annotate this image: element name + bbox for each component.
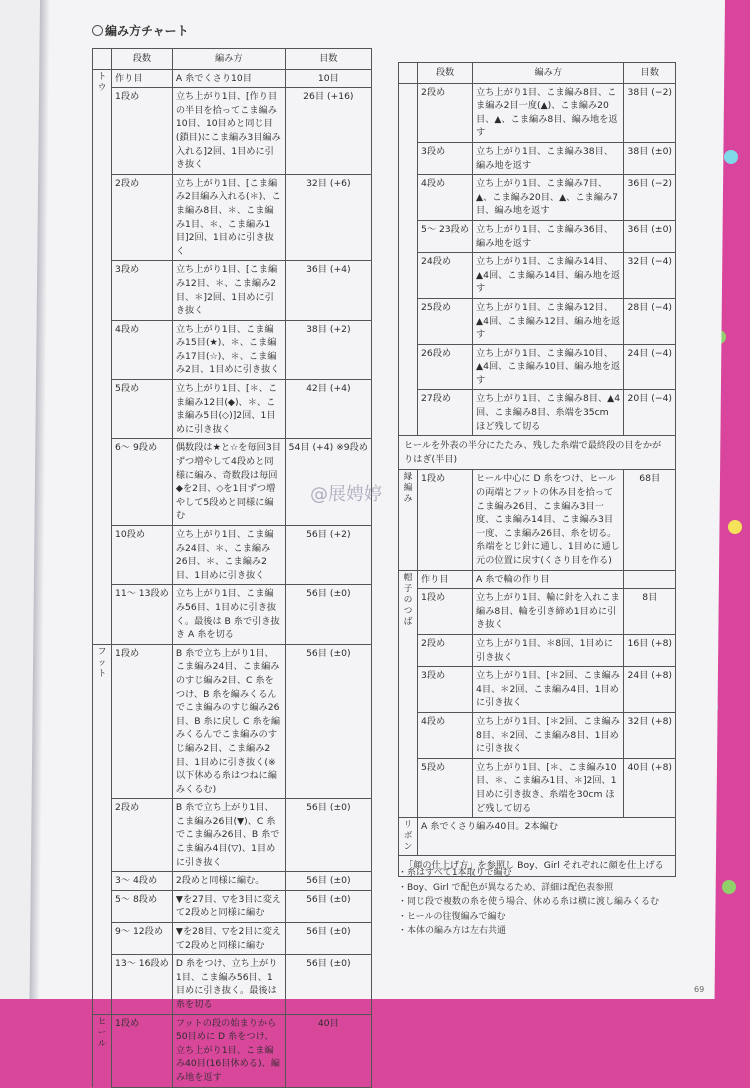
row-stitch-count: 42目 (+4) [285, 380, 371, 439]
row-stitch-count: 16目 (+8) [624, 634, 676, 666]
table-row [399, 667, 676, 713]
row-step: 4段め [112, 320, 173, 379]
row-stitch-count: 10目 [285, 69, 371, 88]
row-instructions: 立ち上がり1目、こま編み12目、▲4回、こま編み12目、編み地を返す [473, 298, 624, 344]
row-step: 3段め [418, 142, 473, 174]
table-row [399, 570, 676, 589]
row-step: 5～ 23段め [418, 220, 473, 252]
header-rows: 段数 [112, 49, 173, 70]
ribbon-instructions: A 糸でくさり編み40目。2本編む [418, 818, 676, 856]
table-row [93, 174, 372, 261]
row-stitch-count: 54目 (+4) ※9段め [285, 439, 371, 526]
table-row [399, 436, 676, 470]
table-row [93, 69, 372, 88]
row-stitch-count: 56目 (±0) [285, 872, 371, 891]
row-instructions: 偶数段は★と☆を毎回3目ずつ増やして4段めと同様に編み、奇数段は毎回◆を2目、◇を1目ずつ増やして5段めと同様に編む [172, 439, 285, 526]
table-row [399, 634, 676, 666]
row-stitch-count: 68目 [624, 470, 676, 570]
fabric-dot [724, 150, 738, 164]
row-step: 6～ 9段め [112, 439, 173, 526]
header-count: 目数 [285, 49, 371, 70]
table-header-row [93, 49, 372, 70]
circle-bullet-icon [92, 25, 103, 36]
row-step: 26段め [418, 344, 473, 390]
row-step: 1段め [112, 88, 173, 175]
row-step: 25段め [418, 298, 473, 344]
row-instructions: A 糸で輪の作り目 [473, 570, 624, 589]
row-step: 1段め [112, 1014, 173, 1087]
notes-list [398, 866, 659, 939]
section-label: トウ [93, 69, 112, 644]
row-instructions: 立ち上がり1目、[作り目の半目を拾ってこま編み10目、10目めと同じ目(鎖目)にこま編み3目編み入れる]2回、1目めに引き抜く [172, 88, 285, 175]
row-step: 11～ 13段め [112, 585, 173, 644]
row-stitch-count: 32目 (+6) [285, 174, 371, 261]
row-stitch-count: 24目 (−4) [624, 344, 676, 390]
row-stitch-count: 32目 (−4) [624, 253, 676, 299]
row-step: 4段め [418, 175, 473, 221]
row-instructions: 立ち上がり1目、こま編み14目、▲4回、こま編み14目、編み地を返す [473, 253, 624, 299]
row-stitch-count: 26目 (+16) [285, 88, 371, 175]
section-label: 縁編み [399, 470, 418, 570]
row-step: 2段め [112, 174, 173, 261]
table-row [399, 390, 676, 436]
row-stitch-count: 56目 (+2) [285, 526, 371, 585]
row-instructions: フットの段の始まりから50目めに D 糸をつけ、立ち上がり1目、こま編み40目(16目休める)、編み地を返す [172, 1014, 285, 1087]
row-step: 13～ 16段め [112, 955, 173, 1014]
row-stitch-count: 56目 (±0) [285, 644, 371, 799]
row-stitch-count: 36目 (±0) [624, 220, 676, 252]
row-instructions: 立ち上がり1目、こま編み8目、▲4回、こま編み8目、糸端を35cm ほど残して切る [473, 390, 624, 436]
row-instructions: 立ち上がり1目、こま編み15目(★)、＊、こま編み17目(☆)、＊、こま編み2目、1目めに引き抜く [172, 320, 285, 379]
table-row [399, 589, 676, 635]
table-row [399, 175, 676, 221]
note-item: ・糸はすべて1本取りで編む [398, 868, 512, 878]
row-instructions: 立ち上がり1目、こま編み36目、編み地を返す [473, 220, 624, 252]
header-count: 目数 [624, 63, 676, 84]
row-step: 1段め [112, 644, 173, 799]
note-item: ・ヒールの往復編みで編む [398, 911, 506, 922]
table-header-row [399, 63, 676, 84]
row-instructions: 立ち上がり1目、こま編み10目、▲4回、こま編み10目、編み地を返す [473, 344, 624, 390]
row-stitch-count: 32目 (+8) [624, 712, 676, 758]
section-label: ヒール [93, 1014, 112, 1087]
row-stitch-count: 56目 (±0) [285, 923, 371, 955]
table-row [399, 344, 676, 390]
row-stitch-count: 20目 (−4) [624, 390, 676, 436]
row-instructions: 立ち上がり1目、[＊2回、こま編み4目、＊2回、こま編み4目、1目めに引き抜く [473, 667, 624, 713]
row-stitch-count: 38目 (+2) [285, 320, 371, 379]
row-instructions: 立ち上がり1目、[＊2回、こま編み8目、＊2回、こま編み8目、1目めに引き抜く [473, 712, 624, 758]
row-step: 24段め [418, 253, 473, 299]
row-instructions: 立ち上がり1目、こま編み56目、1目めに引き抜く。最後は B 糸で引き抜き A 糸を切る [172, 585, 285, 644]
row-step: 2段め [418, 634, 473, 666]
row-stitch-count: 28目 (−4) [624, 298, 676, 344]
table-row [399, 253, 676, 299]
section-label [399, 83, 418, 436]
row-stitch-count: 38目 (−2) [624, 83, 676, 142]
table-row [93, 872, 372, 891]
table-row [93, 585, 372, 644]
row-stitch-count: 40目 (+8) [624, 758, 676, 817]
section-label: フット [93, 644, 112, 1014]
row-instructions: 立ち上がり1目、＊8回、1目めに引き抜く [473, 634, 624, 666]
row-instructions: 立ち上がり1目、こま編み8目、こま編み2目一度(▲)、こま編み20目、▲、こま編み8目、編み地を返す [473, 83, 624, 142]
row-instructions: ▼を27目、▽を3目に変えて2段めと同様に編む [172, 890, 285, 922]
row-instructions: D 糸をつけ、立ち上がり1目、こま編み56目、1目めに引き抜く。最後は糸を切る [172, 955, 285, 1014]
table-row [399, 470, 676, 570]
table-row [93, 644, 372, 799]
row-instructions: 立ち上がり1目、こま編み38目、編み地を返す [473, 142, 624, 174]
row-step: 9～ 12段め [112, 923, 173, 955]
table-row [93, 890, 372, 922]
section-label: リボン [399, 818, 418, 856]
row-instructions: 立ち上がり1目、こま編み7目、▲、こま編み20目、▲、こま編み7目、編み地を返す [473, 175, 624, 221]
row-stitch-count: 36目 (−2) [624, 175, 676, 221]
row-instructions: 立ち上がり1目、[こま編み12目、＊、こま編み2目、＊]2回、1目めに引き抜く [172, 261, 285, 320]
row-stitch-count: 40目 [285, 1014, 371, 1087]
table-row [93, 799, 372, 872]
row-stitch-count: 38目 (±0) [624, 142, 676, 174]
row-instructions: 立ち上がり1目、こま編み24目、＊、こま編み26目、＊、こま編み2目、1目めに引き抜く [172, 526, 285, 585]
table-row [399, 220, 676, 252]
header-method: 編み方 [473, 63, 624, 84]
table-row [399, 712, 676, 758]
row-step: 10段め [112, 526, 173, 585]
row-stitch-count: 8目 [624, 589, 676, 635]
page-title: 編み方チャート [92, 22, 189, 39]
table-row [93, 923, 372, 955]
row-step: 1段め [418, 589, 473, 635]
table-row [93, 320, 372, 379]
table-row [399, 298, 676, 344]
row-instructions: 立ち上がり1目、[こま編み2目編み入れる(＊)、こま編み8目、＊、こま編み1目、＊、こま編み1目]2回、1目めに引き抜く [172, 174, 285, 261]
row-step: 2段め [418, 83, 473, 142]
table-row [93, 380, 372, 439]
row-stitch-count: 56目 (±0) [285, 799, 371, 872]
table-row [93, 955, 372, 1014]
row-stitch-count [624, 570, 676, 589]
row-step: 27段め [418, 390, 473, 436]
table-row [399, 142, 676, 174]
table-row [399, 758, 676, 817]
table-row [93, 1014, 372, 1087]
fabric-dot [728, 520, 742, 534]
row-instructions: 立ち上がり1目、[＊、こま編み12目(◆)、＊、こま編み5目(◇)]2回、1目めに引き抜く [172, 380, 285, 439]
row-stitch-count: 56目 (±0) [285, 890, 371, 922]
row-stitch-count: 24目 (+8) [624, 667, 676, 713]
pattern-chart-right [398, 62, 676, 877]
table-row [399, 83, 676, 142]
row-step: 5段め [112, 380, 173, 439]
row-step: 5段め [418, 758, 473, 817]
note-item: ・同じ段で複数の糸を使う場合、休める糸は横に渡し編みくるむ [398, 897, 660, 908]
row-instructions: 立ち上がり1目、[＊、こま編み10目、＊、こま編み1目、＊]2回、1目めに引き抜き、糸端を30cm ほど残して切る [473, 758, 624, 817]
heel-finish-note: ヒールを外表の半分にたたみ、残した糸端で最終段の目をかがりはぎ(半目) [399, 436, 676, 470]
note-item: ・本体の編み方は左右共通 [398, 926, 507, 937]
row-instructions: ヒール中心に D 糸をつけ、ヒールの両端とフットの休み目を拾ってこま編み26目、こま編み3目一度、こま編み14目、こま編み3目一度、こま編み26目、糸を切る。糸端をとじ針に通し、1目めに通し元の位置に戻す(くさり目を作る) [473, 470, 624, 570]
row-stitch-count: 56目 (±0) [285, 955, 371, 1014]
row-step: 3～ 4段め [112, 872, 173, 891]
fabric-dot [722, 880, 736, 894]
row-step: 5～ 8段め [112, 890, 173, 922]
row-instructions: ▼を28目、▽を2目に変えて2段めと同様に編む [172, 923, 285, 955]
watermark: @展娉婷 [310, 484, 382, 505]
header-method: 編み方 [172, 49, 285, 70]
table-row [93, 88, 372, 175]
row-step: 3段め [112, 261, 173, 320]
row-instructions: B 糸で立ち上がり1目、こま編み24目、こま編みのすじ編み2目、C 糸をつけ、B 糸を編みくるんでこま編みのすじ編み26目、B 糸に戻し C 糸を編みくるんでこま編みのすじ編み2目、こま編み2目、1目めに引き抜く(※以下休める糸はつねに編みくるむ) [172, 644, 285, 799]
row-instructions: B 糸で立ち上がり1目、こま編み26目(▼)、C 糸でこま編み26目、B 糸でこま編み4目(▽)、1目めに引き抜く [172, 799, 285, 872]
table-row [399, 818, 676, 856]
row-step: 作り目 [418, 570, 473, 589]
note-item: ・Boy、Girl で配色が異なるため、詳細は配色表参照 [398, 882, 614, 893]
table-row [93, 526, 372, 585]
section-label: 帽子のつば [399, 570, 418, 818]
row-stitch-count: 36目 (+4) [285, 261, 371, 320]
row-stitch-count: 56目 (±0) [285, 585, 371, 644]
page-number: 69 [694, 985, 705, 994]
table-row [93, 261, 372, 320]
row-step: 3段め [418, 667, 473, 713]
row-instructions: 2段めと同様に編む。 [172, 872, 285, 891]
row-step: 1段め [418, 470, 473, 570]
row-step: 2段め [112, 799, 173, 872]
face-finish-note: 「顔の仕上げ方」を参照し Boy、Girl それぞれに顔を仕上げる [399, 856, 676, 877]
row-instructions: 立ち上がり1目、輪に針を入れこま編み8目、輪を引き締め1目めに引き抜く [473, 589, 624, 635]
row-instructions: A 糸でくさり10目 [172, 69, 285, 88]
row-step: 4段め [418, 712, 473, 758]
header-rows: 段数 [418, 63, 473, 84]
pattern-chart-left [92, 48, 372, 1088]
row-step: 作り目 [112, 69, 173, 88]
